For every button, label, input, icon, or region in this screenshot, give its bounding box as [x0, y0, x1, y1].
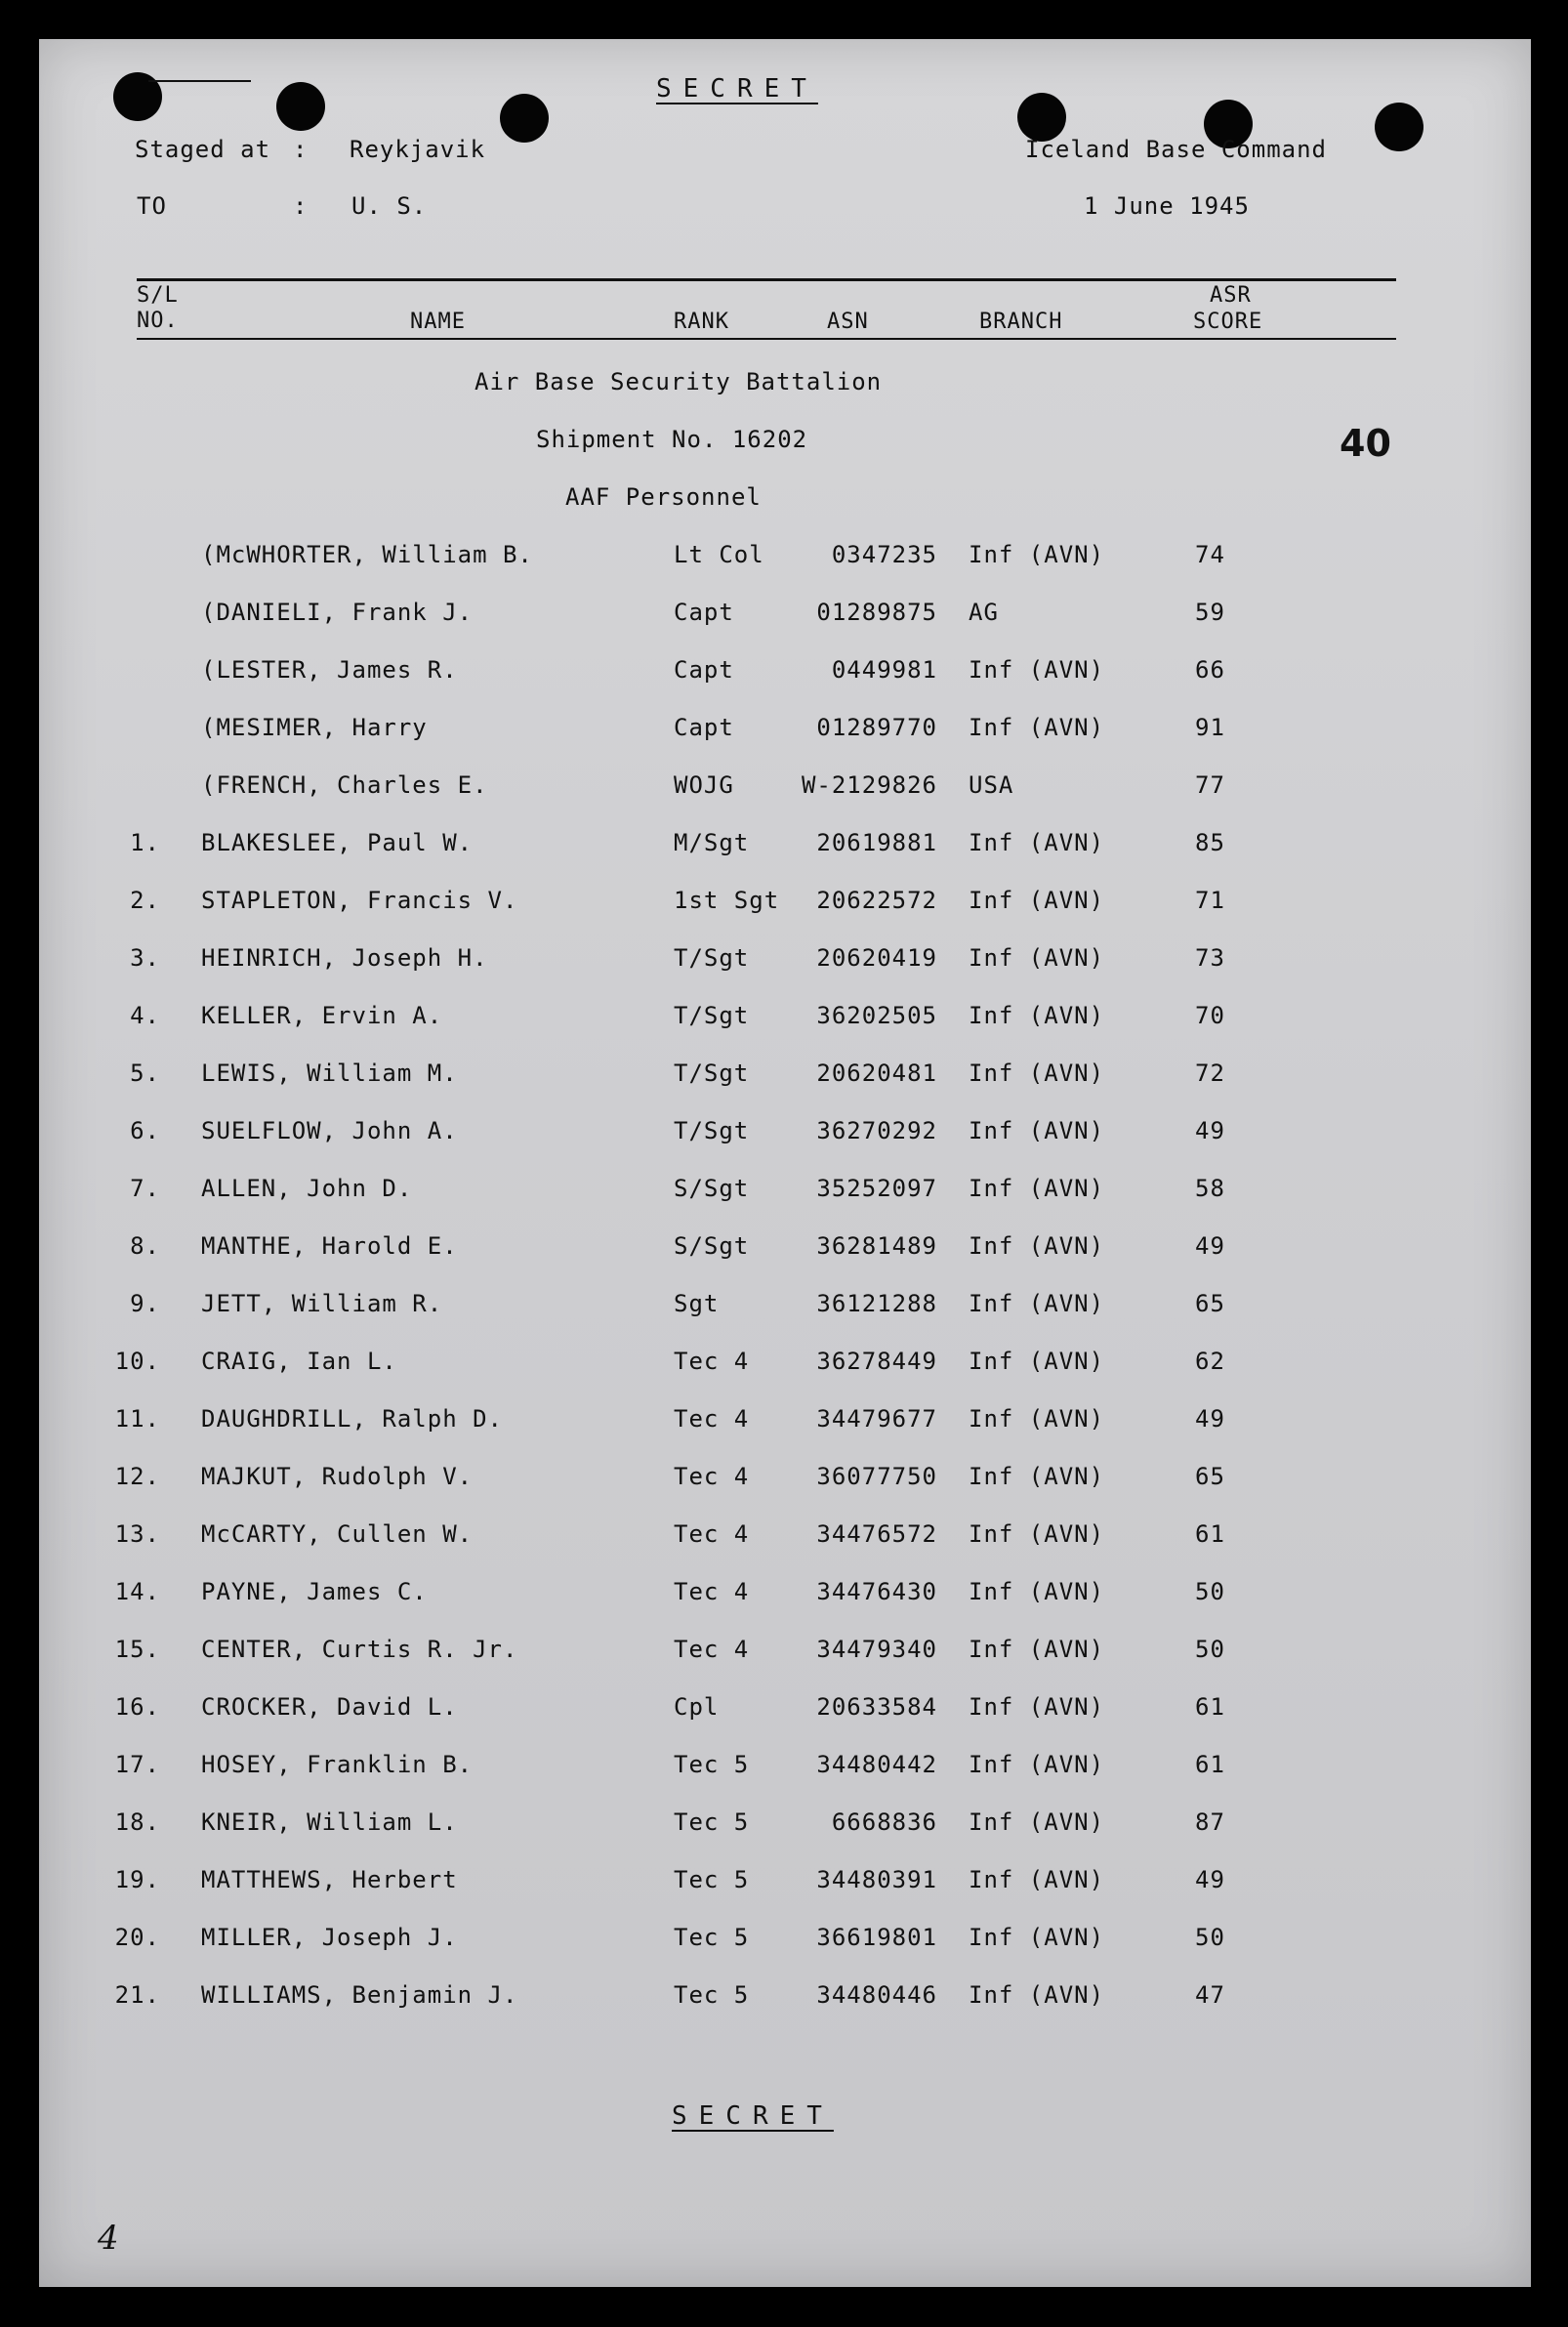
row-name: (DANIELI, Frank J.: [201, 599, 474, 626]
row-asr-score: 58: [1195, 1175, 1225, 1202]
row-sl-number: 11.: [114, 1405, 160, 1433]
row-asr-score: 50: [1195, 1636, 1225, 1663]
row-rank: Tec 4: [674, 1463, 750, 1490]
row-name: (FRENCH, Charles E.: [201, 771, 488, 799]
row-branch: Inf (AVN): [969, 1232, 1105, 1260]
row-sl-number: 13.: [114, 1520, 160, 1548]
table-row: [39, 1578, 1531, 1617]
row-sl-number: 12.: [114, 1463, 160, 1490]
row-asr-score: 91: [1195, 714, 1225, 741]
row-rank: Tec 4: [674, 1578, 750, 1605]
punch-hole: [276, 82, 325, 131]
row-sl-number: 17.: [114, 1751, 160, 1778]
row-asn: 36121288: [816, 1290, 937, 1317]
row-asr-score: 71: [1195, 887, 1225, 914]
row-name: McCARTY, Cullen W.: [201, 1520, 474, 1548]
row-sl-number: 10.: [114, 1348, 160, 1375]
row-asr-score: 61: [1195, 1520, 1225, 1548]
row-name: PAYNE, James C.: [201, 1578, 428, 1605]
table-row: [39, 1060, 1531, 1099]
row-asr-score: 73: [1195, 944, 1225, 972]
row-name: HOSEY, Franklin B.: [201, 1751, 474, 1778]
row-rank: Tec 4: [674, 1636, 750, 1663]
table-row: [39, 1866, 1531, 1905]
punch-hole: [1017, 93, 1066, 142]
row-rank: T/Sgt: [674, 1002, 750, 1029]
row-sl-number: 15.: [114, 1636, 160, 1663]
table-row: [39, 1290, 1531, 1329]
row-rank: Tec 4: [674, 1520, 750, 1548]
handwritten-mark: 4: [98, 2219, 119, 2258]
row-branch: Inf (AVN): [969, 1060, 1105, 1087]
col-sl-line2: NO.: [137, 309, 179, 333]
row-branch: Inf (AVN): [969, 1405, 1105, 1433]
row-name: SUELFLOW, John A.: [201, 1117, 458, 1144]
row-rank: T/Sgt: [674, 944, 750, 972]
row-asn: 34480446: [816, 1981, 937, 2009]
row-rank: S/Sgt: [674, 1175, 750, 1202]
row-rank: Sgt: [674, 1290, 720, 1317]
table-row: [39, 1808, 1531, 1848]
row-branch: Inf (AVN): [969, 1117, 1105, 1144]
row-asn: 36270292: [816, 1117, 937, 1144]
staged-location: Reykjavik: [350, 136, 486, 163]
row-rank: Tec 5: [674, 1751, 750, 1778]
table-row: [39, 1924, 1531, 1963]
row-sl-number: 1.: [130, 829, 160, 856]
table-row: [39, 1981, 1531, 2020]
row-sl-number: 8.: [130, 1232, 160, 1260]
col-score-line1: ASR: [1210, 283, 1252, 308]
row-sl-number: 9.: [130, 1290, 160, 1317]
row-branch: Inf (AVN): [969, 1002, 1105, 1029]
row-sl-number: 6.: [130, 1117, 160, 1144]
row-rank: S/Sgt: [674, 1232, 750, 1260]
row-asr-score: 85: [1195, 829, 1225, 856]
row-rank: Capt: [674, 714, 734, 741]
row-branch: Inf (AVN): [969, 1693, 1105, 1721]
table-row: [39, 714, 1531, 753]
row-branch: Inf (AVN): [969, 1175, 1105, 1202]
row-name: CROCKER, David L.: [201, 1693, 458, 1721]
row-rank: WOJG: [674, 771, 734, 799]
table-row: [39, 656, 1531, 695]
table-row: [39, 1405, 1531, 1444]
row-asn: 36278449: [816, 1348, 937, 1375]
row-rank: T/Sgt: [674, 1060, 750, 1087]
row-sl-number: 20.: [114, 1924, 160, 1951]
document-page: [39, 39, 1531, 2287]
table-row: [39, 1348, 1531, 1387]
row-rank: Tec 5: [674, 1981, 750, 2009]
table-row: [39, 1232, 1531, 1271]
row-rank: 1st Sgt: [674, 887, 780, 914]
row-name: CENTER, Curtis R. Jr.: [201, 1636, 518, 1663]
row-asr-score: 66: [1195, 656, 1225, 684]
row-branch: Inf (AVN): [969, 944, 1105, 972]
table-row: [39, 1751, 1531, 1790]
row-branch: Inf (AVN): [969, 656, 1105, 684]
row-asn: 0449981: [831, 656, 937, 684]
row-asn: 6668836: [831, 1808, 937, 1836]
row-branch: Inf (AVN): [969, 541, 1105, 568]
row-branch: Inf (AVN): [969, 1636, 1105, 1663]
row-branch: Inf (AVN): [969, 1520, 1105, 1548]
row-rank: T/Sgt: [674, 1117, 750, 1144]
row-asn: 01289770: [816, 714, 937, 741]
row-asr-score: 65: [1195, 1463, 1225, 1490]
pen-stroke: [148, 80, 251, 82]
row-asn: 34476572: [816, 1520, 937, 1548]
row-asr-score: 61: [1195, 1751, 1225, 1778]
to-colon: :: [293, 192, 309, 220]
row-sl-number: 5.: [130, 1060, 160, 1087]
row-asr-score: 49: [1195, 1117, 1225, 1144]
header-rule-top: [137, 278, 1396, 281]
row-name: LEWIS, William M.: [201, 1060, 458, 1087]
row-branch: Inf (AVN): [969, 1578, 1105, 1605]
row-asn: W-2129826: [801, 771, 937, 799]
row-asn: 34476430: [816, 1578, 937, 1605]
row-asn: 34480442: [816, 1751, 937, 1778]
row-asn: 20622572: [816, 887, 937, 914]
row-branch: Inf (AVN): [969, 1866, 1105, 1893]
row-asn: 0347235: [831, 541, 937, 568]
row-sl-number: 14.: [114, 1578, 160, 1605]
row-sl-number: 2.: [130, 887, 160, 914]
row-name: WILLIAMS, Benjamin J.: [201, 1981, 518, 2009]
row-rank: M/Sgt: [674, 829, 750, 856]
row-asr-score: 65: [1195, 1290, 1225, 1317]
table-row: [39, 1520, 1531, 1559]
row-rank: Tec 4: [674, 1348, 750, 1375]
row-asr-score: 47: [1195, 1981, 1225, 2009]
row-name: MAJKUT, Rudolph V.: [201, 1463, 474, 1490]
col-name: NAME: [410, 310, 466, 334]
row-asr-score: 87: [1195, 1808, 1225, 1836]
table-row: [39, 829, 1531, 868]
col-sl-line1: S/L: [137, 283, 179, 308]
classification-top: SECRET: [656, 74, 818, 104]
row-name: HEINRICH, Joseph H.: [201, 944, 488, 972]
row-asr-score: 61: [1195, 1693, 1225, 1721]
table-row: [39, 771, 1531, 810]
row-asr-score: 59: [1195, 599, 1225, 626]
row-branch: Inf (AVN): [969, 1751, 1105, 1778]
row-name: BLAKESLEE, Paul W.: [201, 829, 474, 856]
row-name: (LESTER, James R.: [201, 656, 458, 684]
personnel-heading: AAF Personnel: [565, 483, 762, 511]
row-asn: 20619881: [816, 829, 937, 856]
row-name: (MESIMER, Harry: [201, 714, 428, 741]
row-asn: 36281489: [816, 1232, 937, 1260]
row-name: JETT, William R.: [201, 1290, 443, 1317]
col-asn: ASN: [827, 310, 869, 334]
table-row: [39, 599, 1531, 638]
row-asn: 34479677: [816, 1405, 937, 1433]
classification-bottom: SECRET: [672, 2101, 834, 2131]
row-rank: Tec 5: [674, 1924, 750, 1951]
row-asn: 36202505: [816, 1002, 937, 1029]
row-branch: Inf (AVN): [969, 887, 1105, 914]
row-sl-number: 3.: [130, 944, 160, 972]
row-name: MANTHE, Harold E.: [201, 1232, 458, 1260]
table-row: [39, 1636, 1531, 1675]
row-asr-score: 50: [1195, 1924, 1225, 1951]
staged-label: Staged at: [135, 136, 271, 163]
row-asr-score: 49: [1195, 1866, 1225, 1893]
shipment-number: Shipment No. 16202: [536, 426, 808, 453]
row-name: KNEIR, William L.: [201, 1808, 458, 1836]
punch-hole: [500, 94, 549, 143]
row-name: ALLEN, John D.: [201, 1175, 413, 1202]
row-branch: Inf (AVN): [969, 1808, 1105, 1836]
row-branch: Inf (AVN): [969, 1463, 1105, 1490]
staged-colon: :: [293, 136, 309, 163]
row-name: STAPLETON, Francis V.: [201, 887, 518, 914]
row-asr-score: 49: [1195, 1405, 1225, 1433]
row-rank: Tec 4: [674, 1405, 750, 1433]
row-sl-number: 21.: [114, 1981, 160, 2009]
row-name: (McWHORTER, William B.: [201, 541, 533, 568]
row-asn: 36077750: [816, 1463, 937, 1490]
table-row: [39, 541, 1531, 580]
row-branch: USA: [969, 771, 1014, 799]
table-row: [39, 944, 1531, 983]
table-row: [39, 1463, 1531, 1502]
command-name: Iceland Base Command: [1025, 136, 1327, 163]
punch-hole: [1375, 103, 1424, 151]
row-branch: Inf (AVN): [969, 829, 1105, 856]
row-asr-score: 72: [1195, 1060, 1225, 1087]
row-asn: 35252097: [816, 1175, 937, 1202]
row-name: MILLER, Joseph J.: [201, 1924, 458, 1951]
col-rank: RANK: [674, 310, 729, 334]
row-rank: Capt: [674, 599, 734, 626]
row-asn: 01289875: [816, 599, 937, 626]
table-row: [39, 1117, 1531, 1156]
row-branch: Inf (AVN): [969, 1924, 1105, 1951]
row-asr-score: 77: [1195, 771, 1225, 799]
row-asn: 20620481: [816, 1060, 937, 1087]
row-name: KELLER, Ervin A.: [201, 1002, 443, 1029]
row-branch: Inf (AVN): [969, 714, 1105, 741]
col-branch: BRANCH: [979, 310, 1063, 334]
row-rank: Tec 5: [674, 1866, 750, 1893]
col-score-line2: SCORE: [1193, 310, 1263, 334]
row-asr-score: 70: [1195, 1002, 1225, 1029]
row-name: CRAIG, Ian L.: [201, 1348, 397, 1375]
row-asr-score: 49: [1195, 1232, 1225, 1260]
row-sl-number: 16.: [114, 1693, 160, 1721]
table-row: [39, 1002, 1531, 1041]
row-asr-score: 50: [1195, 1578, 1225, 1605]
row-rank: Capt: [674, 656, 734, 684]
unit-title: Air Base Security Battalion: [475, 368, 883, 395]
row-rank: Cpl: [674, 1693, 720, 1721]
document-date: 1 June 1945: [1084, 192, 1250, 220]
row-asr-score: 62: [1195, 1348, 1225, 1375]
row-asn: 34480391: [816, 1866, 937, 1893]
row-asn: 20633584: [816, 1693, 937, 1721]
row-branch: AG: [969, 599, 999, 626]
row-asn: 34479340: [816, 1636, 937, 1663]
row-branch: Inf (AVN): [969, 1981, 1105, 2009]
to-destination: U. S.: [351, 192, 428, 220]
header-rule-bottom: [137, 338, 1396, 340]
row-asr-score: 74: [1195, 541, 1225, 568]
row-name: DAUGHDRILL, Ralph D.: [201, 1405, 503, 1433]
table-row: [39, 887, 1531, 926]
row-sl-number: 19.: [114, 1866, 160, 1893]
row-asn: 36619801: [816, 1924, 937, 1951]
row-branch: Inf (AVN): [969, 1290, 1105, 1317]
page-number: 40: [1340, 422, 1391, 465]
row-sl-number: 7.: [130, 1175, 160, 1202]
table-row: [39, 1693, 1531, 1732]
row-sl-number: 4.: [130, 1002, 160, 1029]
to-label: TO: [137, 192, 167, 220]
table-row: [39, 1175, 1531, 1214]
row-rank: Tec 5: [674, 1808, 750, 1836]
row-asn: 20620419: [816, 944, 937, 972]
row-branch: Inf (AVN): [969, 1348, 1105, 1375]
row-rank: Lt Col: [674, 541, 764, 568]
row-name: MATTHEWS, Herbert: [201, 1866, 458, 1893]
row-sl-number: 18.: [114, 1808, 160, 1836]
